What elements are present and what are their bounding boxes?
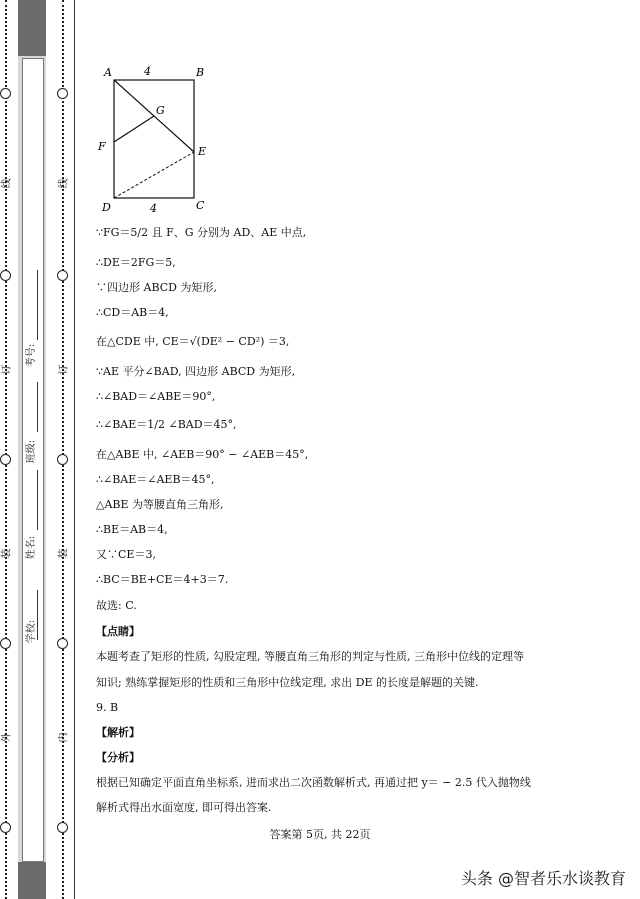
- bottom-length-label: 4: [150, 202, 157, 215]
- binding-hole: [57, 638, 68, 649]
- binding-char: 线: [1, 178, 13, 189]
- outer-dotted-line: [5, 0, 7, 899]
- name-field-line: [37, 470, 38, 530]
- label-d: D: [102, 201, 111, 214]
- solution-line: 解析式得出水面宽度, 即可得出答案.: [96, 801, 272, 814]
- binding-char: 内: [58, 732, 70, 743]
- section-heading: 【解析】: [96, 726, 140, 739]
- solution-line: ∵AE 平分∠BAD, 四边形 ABCD 为矩形,: [96, 365, 296, 378]
- watermark: 头条 @智者乐水谈教育: [460, 869, 626, 888]
- label-b: B: [196, 66, 205, 79]
- solution-line: ∴DE＝2FG＝5,: [96, 256, 176, 269]
- class-field-line: [37, 382, 38, 432]
- label-c: C: [196, 199, 205, 212]
- solution-line: 又∵CE＝3,: [96, 548, 156, 561]
- exam-number-field-label: 考号:: [26, 343, 38, 368]
- binding-hole: [57, 88, 68, 99]
- binding-char: 订: [1, 364, 13, 375]
- binding-hole: [57, 270, 68, 281]
- binding-bar-bottom: [18, 862, 46, 899]
- exam-number-field-line: [37, 270, 38, 340]
- binding-char: 订: [58, 364, 70, 375]
- solution-line: ∴CD＝AB＝4,: [96, 306, 169, 319]
- binding-bar-top: [18, 0, 46, 56]
- solution-line: 根据已知确定平面直角坐标系, 进而求出二次函数解析式, 再通过把 y＝ − 2.5 代入抛物线: [96, 776, 531, 789]
- solution-line: 在△CDE 中, CE＝√(DE² − CD²) ＝3,: [96, 335, 290, 348]
- solution-line: 本题考查了矩形的性质, 勾股定理, 等腰直角三角形的判定与性质, 三角形中位线的定理等: [96, 650, 524, 663]
- name-field-label: 姓名:: [26, 535, 38, 560]
- solution-line: ∵四边形 ABCD 为矩形,: [96, 281, 217, 294]
- school-field-label: 学校:: [26, 619, 38, 644]
- solution-line: 故选: C.: [96, 599, 137, 612]
- rectangle-figure: [92, 60, 222, 220]
- solution-line: 知识; 熟练掌握矩形的性质和三角形中位线定理, 求出 DE 的长度是解题的关键.: [96, 676, 479, 689]
- binding-char: 外: [1, 732, 13, 743]
- label-e: E: [198, 145, 207, 158]
- binding-hole: [0, 638, 11, 649]
- binding-rule: [74, 0, 75, 899]
- binding-char: 装: [58, 548, 70, 559]
- binding-margin: [0, 0, 78, 899]
- solution-line: ∵FG＝5/2 且 F、G 分别为 AD、AE 中点,: [96, 226, 307, 239]
- binding-char: 装: [1, 548, 13, 559]
- binding-hole: [0, 454, 11, 465]
- solution-line: ∴∠BAE＝∠AEB＝45°,: [96, 473, 215, 486]
- binding-hole: [57, 454, 68, 465]
- segment-fg: [114, 116, 154, 142]
- binding-char: 线: [58, 178, 70, 189]
- section-heading: 【点睛】: [96, 625, 140, 638]
- solution-line: △ABE 为等腰直角三角形,: [96, 498, 224, 511]
- page-footer: 答案第 5页, 共 22页: [269, 828, 371, 841]
- binding-hole: [0, 88, 11, 99]
- rectangle-abcd: [114, 80, 194, 198]
- solution-line: ∴BC＝BE+CE＝4+3＝7.: [96, 573, 229, 586]
- segment-de-dashed: [114, 152, 194, 198]
- label-g: G: [156, 104, 165, 117]
- label-f: F: [98, 140, 106, 153]
- label-a: A: [104, 66, 112, 79]
- solution-line: ∴BE＝AB＝4,: [96, 523, 168, 536]
- class-field-label: 班级:: [26, 439, 38, 464]
- solution-line: 在△ABE 中, ∠AEB＝90° − ∠AEB＝45°,: [96, 448, 309, 461]
- question-number: 9. B: [96, 701, 119, 714]
- top-length-label: 4: [144, 65, 151, 78]
- inner-dotted-line: [62, 0, 64, 899]
- solution-line: ∴∠BAE＝1/2 ∠BAD＝45°,: [96, 418, 237, 431]
- school-field-line: [37, 590, 38, 640]
- solution-line: ∴∠BAD＝∠ABE＝90°,: [96, 390, 216, 403]
- section-heading: 【分析】: [96, 751, 140, 764]
- binding-hole: [0, 270, 11, 281]
